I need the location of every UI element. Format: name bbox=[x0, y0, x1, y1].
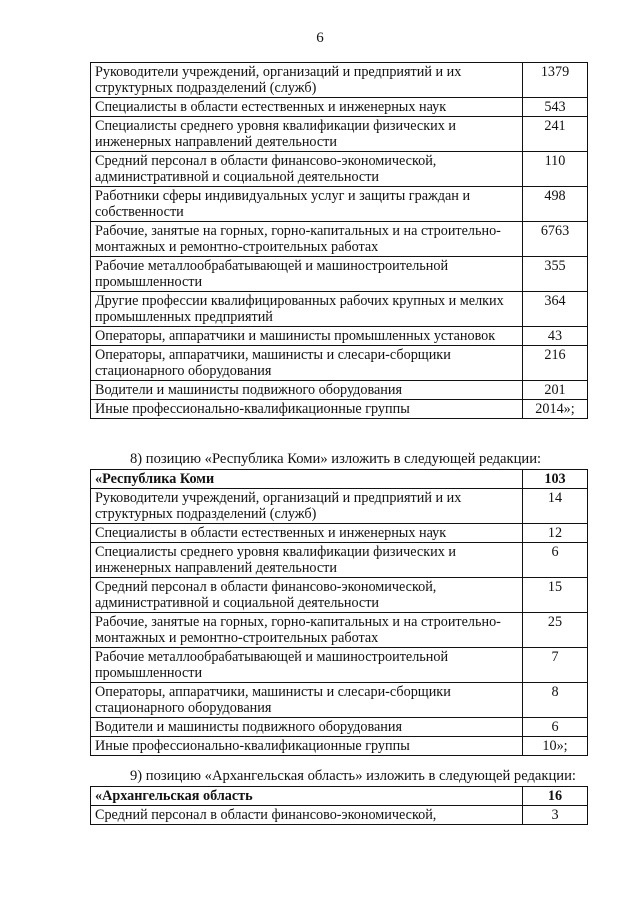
quota-value-cell: 1379 bbox=[523, 63, 588, 98]
quota-value-cell: 15 bbox=[523, 578, 588, 613]
occupation-name-cell: Операторы, аппаратчики и машинисты промышленных установок bbox=[91, 327, 523, 346]
table-row bbox=[91, 737, 588, 756]
table-row bbox=[91, 683, 588, 718]
occupation-name-cell: Рабочие, занятые на горных, горно-капитальных и на строительно-монтажных и ремонтно-строительных работах bbox=[91, 613, 523, 648]
occupation-name-cell: Водители и машинисты подвижного оборудования bbox=[91, 381, 523, 400]
table-row bbox=[91, 489, 588, 524]
quota-value-cell: 2014»; bbox=[523, 400, 588, 419]
table-row bbox=[91, 98, 588, 117]
occupation-name-cell: Средний персонал в области финансово-экономической, административной и социальной деятельности bbox=[91, 152, 523, 187]
table-row bbox=[91, 718, 588, 737]
table-row bbox=[91, 257, 588, 292]
quota-value-cell: 498 bbox=[523, 187, 588, 222]
quota-value-cell: 216 bbox=[523, 346, 588, 381]
table-row bbox=[91, 187, 588, 222]
region-name-cell: «Республика Коми bbox=[91, 470, 523, 489]
section-9-intro: 9) позицию «Архангельская область» изложить в следующей редакции: bbox=[130, 768, 576, 784]
quota-value-cell: 43 bbox=[523, 327, 588, 346]
table-row bbox=[91, 327, 588, 346]
section-8-intro: 8) позицию «Республика Коми» изложить в следующей редакции: bbox=[130, 451, 542, 467]
occupation-name-cell: Средний персонал в области финансово-экономической, административной и социальной деятельности bbox=[91, 578, 523, 613]
occupation-name-cell: Специалисты в области естественных и инженерных наук bbox=[91, 524, 523, 543]
occupation-name-cell: Иные профессионально-квалификационные группы bbox=[91, 737, 523, 756]
table-row bbox=[91, 543, 588, 578]
table-row bbox=[91, 222, 588, 257]
quota-value-cell: 10»; bbox=[523, 737, 588, 756]
quota-value-cell: 355 bbox=[523, 257, 588, 292]
quota-value-cell: 241 bbox=[523, 117, 588, 152]
occupation-name-cell: Операторы, аппаратчики, машинисты и слесари-сборщики стационарного оборудования bbox=[91, 683, 523, 718]
table-row bbox=[91, 578, 588, 613]
table-row bbox=[91, 806, 588, 825]
occupation-name-cell: Руководители учреждений, организаций и предприятий и их структурных подразделений (служб) bbox=[91, 489, 523, 524]
quota-value-cell: 543 bbox=[523, 98, 588, 117]
quota-value-cell: 6 bbox=[523, 543, 588, 578]
quota-value-cell: 6 bbox=[523, 718, 588, 737]
occupation-name-cell: Рабочие металлообрабатывающей и машиностроительной промышленности bbox=[91, 257, 523, 292]
quota-value-cell: 7 bbox=[523, 648, 588, 683]
occupation-name-cell: Средний персонал в области финансово-экономической, bbox=[91, 806, 523, 825]
komi-republic-table bbox=[90, 469, 588, 756]
quota-value-cell: 6763 bbox=[523, 222, 588, 257]
quota-value-cell: 3 bbox=[523, 806, 588, 825]
table-row bbox=[91, 346, 588, 381]
occupation-name-cell: Рабочие металлообрабатывающей и машиностроительной промышленности bbox=[91, 648, 523, 683]
occupation-name-cell: Работники сферы индивидуальных услуг и защиты граждан и собственности bbox=[91, 187, 523, 222]
table-row bbox=[91, 292, 588, 327]
quota-value-cell: 110 bbox=[523, 152, 588, 187]
region-total-cell: 103 bbox=[523, 470, 588, 489]
table-row bbox=[91, 524, 588, 543]
page-number: 6 bbox=[316, 30, 324, 46]
occupation-name-cell: Рабочие, занятые на горных, горно-капитальных и на строительно-монтажных и ремонтно-строительных работах bbox=[91, 222, 523, 257]
table-header-row bbox=[91, 787, 588, 806]
quota-value-cell: 12 bbox=[523, 524, 588, 543]
region-name-cell: «Архангельская область bbox=[91, 787, 523, 806]
occupation-name-cell: Операторы, аппаратчики, машинисты и слесари-сборщики стационарного оборудования bbox=[91, 346, 523, 381]
occupation-name-cell: Специалисты среднего уровня квалификации физических и инженерных направлений деятельности bbox=[91, 543, 523, 578]
table-row bbox=[91, 117, 588, 152]
quota-value-cell: 25 bbox=[523, 613, 588, 648]
table-row bbox=[91, 613, 588, 648]
occupation-name-cell: Специалисты среднего уровня квалификации физических и инженерных направлений деятельности bbox=[91, 117, 523, 152]
table-row bbox=[91, 648, 588, 683]
table-row bbox=[91, 152, 588, 187]
occupation-name-cell: Водители и машинисты подвижного оборудования bbox=[91, 718, 523, 737]
table-header-row bbox=[91, 470, 588, 489]
quota-value-cell: 14 bbox=[523, 489, 588, 524]
table-row bbox=[91, 63, 588, 98]
arkhangelsk-region-table bbox=[90, 786, 588, 825]
table-row bbox=[91, 400, 588, 419]
occupation-name-cell: Специалисты в области естественных и инженерных наук bbox=[91, 98, 523, 117]
quota-value-cell: 201 bbox=[523, 381, 588, 400]
occupation-name-cell: Иные профессионально-квалификационные группы bbox=[91, 400, 523, 419]
occupation-name-cell: Руководители учреждений, организаций и предприятий и их структурных подразделений (служб) bbox=[91, 63, 523, 98]
region-total-cell: 16 bbox=[523, 787, 588, 806]
table-row bbox=[91, 381, 588, 400]
quota-value-cell: 364 bbox=[523, 292, 588, 327]
occupation-name-cell: Другие профессии квалифицированных рабочих крупных и мелких промышленных предприятий bbox=[91, 292, 523, 327]
quota-value-cell: 8 bbox=[523, 683, 588, 718]
occupation-table-continued bbox=[90, 62, 588, 419]
